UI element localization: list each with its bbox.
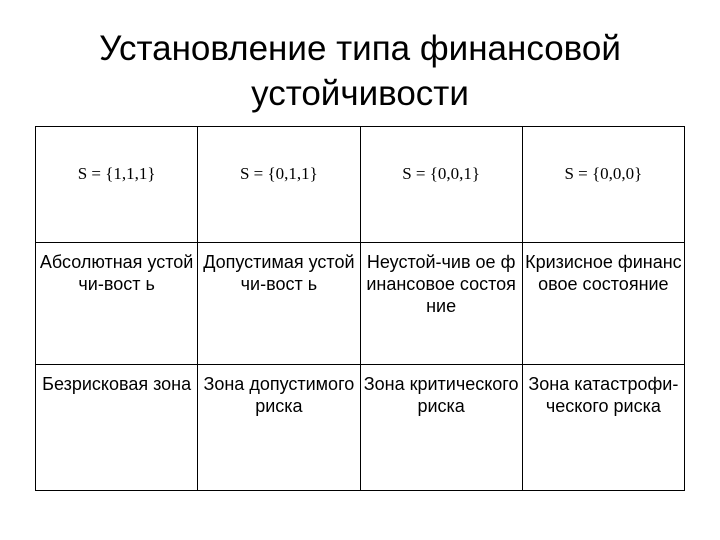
slide-title (40, 26, 680, 116)
state-cell-3: Неустой-чив ое финансовое состояние (360, 243, 522, 365)
set-cell-3: S = {0,0,1} (360, 127, 522, 243)
state-cell-1: Абсолютная устойчи-вост ь (36, 243, 198, 365)
state-cell-2: Допустимая устойчи-вост ь (198, 243, 360, 365)
table-row-zones (36, 365, 685, 491)
zone-cell-3: Зона критического риска (360, 365, 522, 491)
set-cell-1: S = {1,1,1} (36, 127, 198, 243)
set-cell-2: S = {0,1,1} (198, 127, 360, 243)
zone-cell-4: Зона катастрофи- ческого риска (522, 365, 684, 491)
zone-cell-2: Зона допустимого риска (198, 365, 360, 491)
state-cell-4: Кризисное финансовое состояние (522, 243, 684, 365)
set-cell-4: S = {0,0,0} (522, 127, 684, 243)
table-row-sets (36, 127, 685, 243)
stability-table (35, 126, 685, 491)
slide-title-line-2: устойчивости (251, 74, 469, 113)
slide-title-line-1: Установление типа финансовой (99, 29, 621, 68)
table-row-states (36, 243, 685, 365)
zone-cell-1: Безрисковая зона (36, 365, 198, 491)
